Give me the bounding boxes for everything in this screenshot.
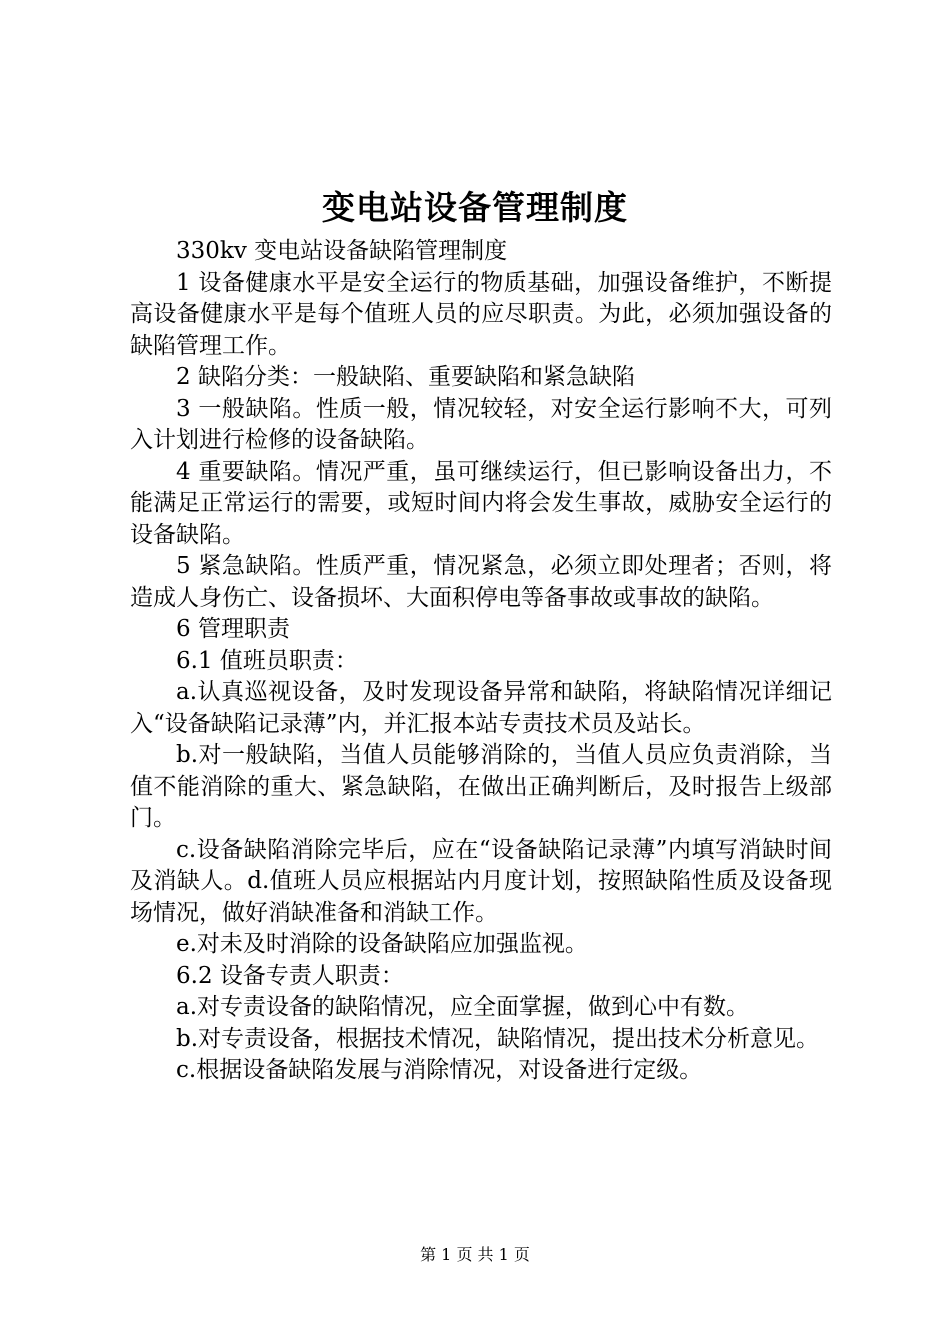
paragraph-6-1-b: b.对一般缺陷，当值人员能够消除的，当值人员应负责消除，当值不能消除的重大、紧急缺陷，在做出正确判断后，及时报告上级部门。 (130, 742, 832, 831)
paragraph-5: 5 紧急缺陷。性质严重，情况紧急，必须立即处理者；否则，将造成人身伤亡、设备损坏、大面积停电等备事故或事故的缺陷。 (130, 553, 832, 611)
paragraph-6: 6 管理职责 (176, 616, 290, 642)
paragraph-3: 3 一般缺陷。性质一般，情况较轻，对安全运行影响不大，可列入计划进行检修的设备缺陷。 (130, 395, 832, 453)
paragraph-subtitle: 330kv 变电站设备缺陷管理制度 (176, 238, 508, 264)
page-footer: 第 1 页 共 1 页 (420, 1245, 530, 1264)
paragraph-1: 1 设备健康水平是安全运行的物质基础，加强设备维护，不断提高设备健康水平是每个值班人员的应尽职责。为此，必须加强设备的缺陷管理工作。 (130, 269, 832, 359)
document-title: 变电站设备管理制度 (322, 188, 628, 227)
document-body (130, 236, 832, 1087)
paragraph-6-1: 6.1 值班员职责： (176, 647, 358, 674)
paragraph-6-2-b: b.对专责设备，根据技术情况，缺陷情况，提出技术分析意见。 (176, 1025, 820, 1052)
paragraph-6-1-a: a.认真巡视设备，及时发现设备异常和缺陷，将缺陷情况详细记入“设备缺陷记录薄”内，并汇报本站专责技术员及站长。 (130, 679, 832, 737)
paragraph-6-2: 6.2 设备专责人职责： (176, 962, 404, 989)
paragraph-6-1-e: e.对未及时消除的设备缺陷应加强监视。 (176, 931, 588, 957)
paragraph-2: 2 缺陷分类：一般缺陷、重要缺陷和紧急缺陷 (176, 364, 635, 390)
paragraph-4: 4 重要缺陷。情况严重，虽可继续运行，但已影响设备出力，不能满足正常运行的需要，或短时间内将会发生事故，威胁安全运行的设备缺陷。 (130, 458, 832, 548)
paragraph-6-2-c: c.根据设备缺陷发展与消除情况，对设备进行定级。 (176, 1057, 703, 1083)
paragraph-6-1-c: c.设备缺陷消除完毕后，应在“设备缺陷记录薄”内填写消缺时间及消缺人。d.值班人员应根据站内月度计划，按照缺陷性质及设备现场情况，做好消缺准备和消缺工作。 (130, 836, 832, 926)
paragraph-6-2-a: a.对专责设备的缺陷情况，应全面掌握，做到心中有数。 (176, 994, 750, 1020)
